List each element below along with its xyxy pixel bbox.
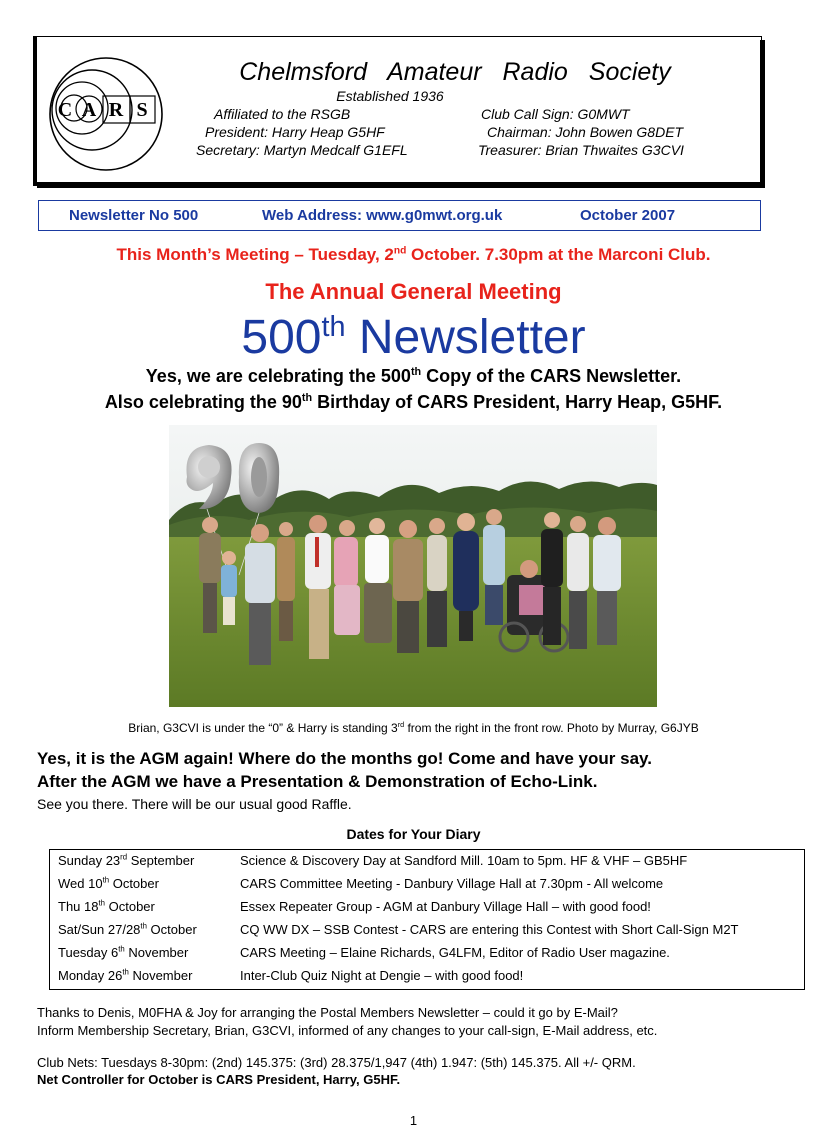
logo-letter: C [57,99,73,121]
date-text: Tuesday 6 [58,945,119,960]
page-number: 1 [409,1113,418,1128]
established-year: Established 1936 [336,88,444,104]
diary-title: Dates for Your Diary [346,826,481,842]
date-sup: th [122,967,129,977]
caption-text: Brian, G3CVI is under the “0” & Harry is standing 3 [128,721,398,735]
header-shadow-right [760,40,765,188]
thanks-note: Thanks to Denis, M0FHA & Joy for arranging the Postal Members Newsletter – could it go by E-Mail? [37,1005,618,1020]
net-controller: Net Controller for October is CARS President, Harry, G5HF. [37,1072,401,1087]
date-text: November [128,968,193,983]
logo-letter: R [108,99,124,121]
header-shadow-bottom [37,182,765,188]
meeting-sup: nd [393,245,407,257]
caption-text: from the right in the front row. Photo by Murray, G6JYB [404,721,699,735]
diary-date [58,968,192,983]
diary-date [58,922,197,937]
date-text: Sunday 23 [58,853,121,868]
cars-logo-icon [46,54,166,174]
agm-text-line-1: Yes, it is the AGM again! Where do the months go! Come and have your say. [37,749,652,768]
date-text: October [105,899,155,914]
diary-event: Essex Repeater Group - AGM at Danbury Village Hall – with good food! [240,899,651,914]
photo-caption [0,721,827,735]
date-text: September [127,853,195,868]
newsletter-number: Newsletter No 500 [69,207,199,224]
meeting-text: October. 7.30pm at the Marconi Club. [406,245,711,264]
agm-text-line-3: See you there. There will be our usual good Raffle. [37,796,352,812]
meeting-text: This Month’s Meeting – Tuesday, 2 [116,245,394,264]
text: Birthday of CARS President, Harry Heap, G5HF. [312,392,723,412]
text: Also celebrating the 90 [104,392,302,412]
inform-note: Inform Membership Secretary, Brian, G3CVI, informed of any changes to your call-sign, E-Mail address, etc. [37,1023,658,1038]
diary-event: Science & Discovery Day at Sandford Mill. 10am to 5pm. HF & VHF – GB5HF [240,853,688,868]
diary-event: Inter-Club Quiz Night at Dengie – with good food! [240,968,524,983]
big-title-text: 500 [241,311,322,364]
diary-event: CARS Committee Meeting - Danbury Village Hall at 7.30pm - All welcome [240,876,664,891]
date-text: Thu 18 [58,899,99,914]
diary-date [58,899,155,914]
logo-letter: A [81,99,97,121]
group-photo [169,425,657,707]
big-title-text: Newsletter [345,311,586,364]
sup: th [301,392,313,404]
celebration-line-1 [0,366,827,387]
date-sup: rd [120,852,128,862]
logo-letter: S [136,99,148,121]
date-sup: th [140,921,147,931]
diary-event: CQ WW DX – SSB Contest - CARS are entering this Contest with Short Call-Sign M2T [240,922,739,937]
diary-date [58,853,194,868]
celebration-line-2 [0,392,827,413]
date-text: Wed 10 [58,876,103,891]
secretary: Secretary: Martyn Medcalf G1EFL [196,142,408,158]
date-sup: th [102,875,110,885]
caption-sup: rd [397,720,405,729]
agm-heading: The Annual General Meeting [265,279,562,304]
diary-event: CARS Meeting – Elaine Richards, G4LFM, Editor of Radio User magazine. [240,945,670,960]
society-name: Chelmsford Amateur Radio Society [239,58,671,86]
date-text: October [109,876,159,891]
diary-date [58,876,159,891]
agm-text-line-2: After the AGM we have a Presentation & Demonstration of Echo-Link. [37,772,598,791]
date-sup: th [98,898,105,908]
chairman: Chairman: John Bowen G8DET [487,124,684,140]
header-border-left [33,36,37,186]
diary-date [58,945,188,960]
date-text: Sat/Sun 27/28 [58,922,141,937]
text: Copy of the CARS Newsletter. [421,366,682,386]
club-call-sign: Club Call Sign: G0MWT [481,106,630,122]
text: Yes, we are celebrating the 500 [145,366,411,386]
web-address[interactable]: Web Address: www.g0mwt.org.uk [262,207,503,224]
big-title-sup: th [321,311,346,343]
date-text: Monday 26 [58,968,123,983]
treasurer: Treasurer: Brian Thwaites G3CVI [478,142,684,158]
big-title [0,310,827,365]
club-nets: Club Nets: Tuesdays 8-30pm: (2nd) 145.375: (3rd) 28.375/1,947 (4th) 1.947: (5th) 145.375. All +/- QRM. [37,1055,636,1070]
date-sup: th [118,944,125,954]
date-text: October [146,922,197,937]
president: President: Harry Heap G5HF [205,124,385,140]
sup: th [410,366,422,378]
meeting-announcement [0,245,827,265]
date-text: November [124,945,189,960]
newsletter-date: October 2007 [580,207,676,224]
affiliation: Affiliated to the RSGB [214,106,351,122]
